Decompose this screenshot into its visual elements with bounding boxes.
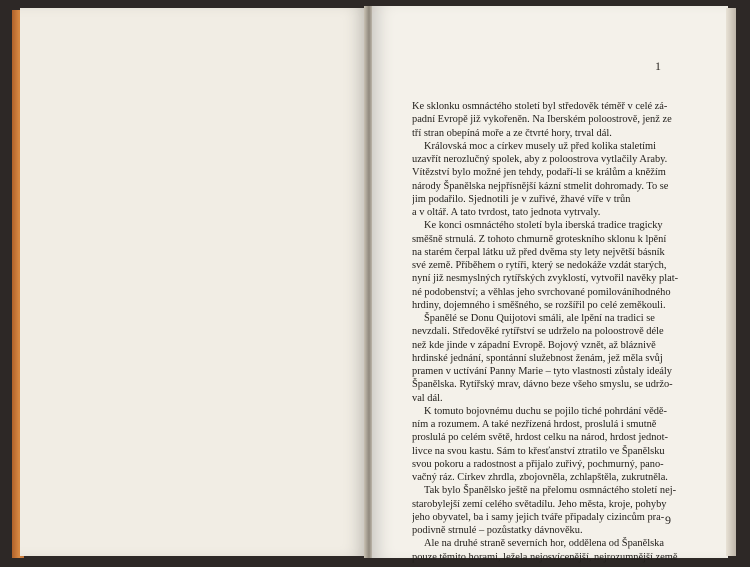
- text-line: val dál.: [412, 392, 443, 404]
- text-line: a v oltář. A tato tvrdost, tato jednota vytrvaly.: [412, 207, 601, 218]
- paragraph: [412, 312, 690, 405]
- text-line: K tomuto bojovnému duchu se pojilo tiché pohrdání vědě-: [424, 405, 667, 417]
- text-line: pouze těmito horami, ležela nejosvícenější, nejrozumnější země: [412, 551, 678, 563]
- text-line: Španělé se Donu Quijotovi smáli, ale lpění na tradici se: [424, 313, 655, 324]
- text-line: podivně strnulé – pozůstatky dávnověku.: [412, 525, 583, 536]
- text-line: tří stran obepíná moře a ze čtvrté hory, trval dál.: [412, 127, 612, 139]
- text-line: než kde jinde v západní Evropě. Bojový vznět, až bláznivě: [412, 339, 656, 351]
- paragraph: [412, 140, 690, 220]
- text-line: nevzdali. Středověké rytířství se udrželo na poloostrově déle: [412, 326, 664, 338]
- paragraph: [412, 219, 690, 312]
- text-line: uzavřít nerozlučný spolek, aby z poloostrova vytlačily Araby.: [412, 154, 668, 165]
- text-line: Ale na druhé straně severních hor, oddělena od Španělska: [424, 538, 664, 550]
- paragraph: [412, 484, 690, 537]
- text-line: pramen v uctívání Panny Marie – tyto vlastnosti zůstaly ideály: [412, 366, 672, 377]
- text-line: svou pokoru a radostnost a přijalo zuřivý, pochmurný, pano-: [412, 458, 664, 470]
- text-line: Ke konci osmnáctého století byla iberská tradice tragicky: [424, 220, 663, 232]
- page-edges: [726, 8, 736, 556]
- text-line: národy Španělska nejpřísnější kázní stmelit dohromady. To se: [412, 180, 669, 192]
- text-line: hrdiny, dojemného i směšného, se rozšířil po celé zeměkouli.: [412, 299, 666, 311]
- text-line: Tak bylo Španělsko ještě na přelomu osmnáctého století nej-: [424, 485, 677, 497]
- paragraph: [412, 100, 690, 140]
- text-line: směšně strnulá. Z tohoto chmurně groteskního sklonu k lpění: [412, 233, 667, 245]
- text-line: Vítězství bylo možné jen tehdy, podaří-li se králům a kněžím: [412, 167, 666, 179]
- text-line: Ke sklonku osmnáctého století byl středověk téměř v celé zá-: [412, 101, 668, 112]
- text-line: padní Evropě již vykořeněn. Na Iberském poloostrově, jenž ze: [412, 114, 672, 126]
- text-line: hrdinské jednání, spontánní služebnost ženám, jež měla svůj: [412, 352, 663, 364]
- text-line: vačný ráz. Církev zhrdla, zbojovněla, zchlapštěla, zukrutněla.: [412, 472, 668, 483]
- chapter-number: 1: [655, 59, 661, 73]
- text-line: né podobenství; a věhlas jeho svrchované pomilováníhodného: [412, 286, 671, 298]
- text-line: starobylejší zemí celého světadílu. Jeho města, kroje, pohyby: [412, 498, 667, 510]
- text-line: na starém čerpal látku už před dvěma sty lety největší básník: [412, 246, 665, 258]
- paragraph: [412, 405, 690, 485]
- body-text: [412, 100, 690, 564]
- paragraph: [412, 537, 690, 564]
- text-line: ním a rozumem. A také nezřízená hrdost, proslulá i smutně: [412, 419, 657, 430]
- text-line: jeho obyvatel, ba i samy jejich tváře připadaly cizincům pra-: [412, 511, 665, 523]
- text-line: livce na svou kastu. Sám to křesťanství ztratilo ve Španělsku: [412, 445, 665, 457]
- text-line: Královská moc a církev musely už před kolika staletími: [424, 140, 656, 152]
- text-line: proslulá po celém světě, hrdost celku na národ, hrdost jednot-: [412, 432, 668, 444]
- left-page-blank: [20, 8, 366, 556]
- text-line: nyní již nesmyslných rytířských zvyklostí, vytvořil navěky plat-: [412, 273, 679, 285]
- text-line: své země. Příběhem o rytíři, který se nedokáže vzdát starých,: [412, 260, 667, 271]
- text-line: Španělska. Rytířský mrav, dávno beze všeho smyslu, se udržo-: [412, 379, 673, 391]
- page-number: 9: [665, 513, 671, 527]
- text-line: jim podařilo. Sjednotili je v zuřivé, žhavé víře v trůn: [412, 193, 631, 205]
